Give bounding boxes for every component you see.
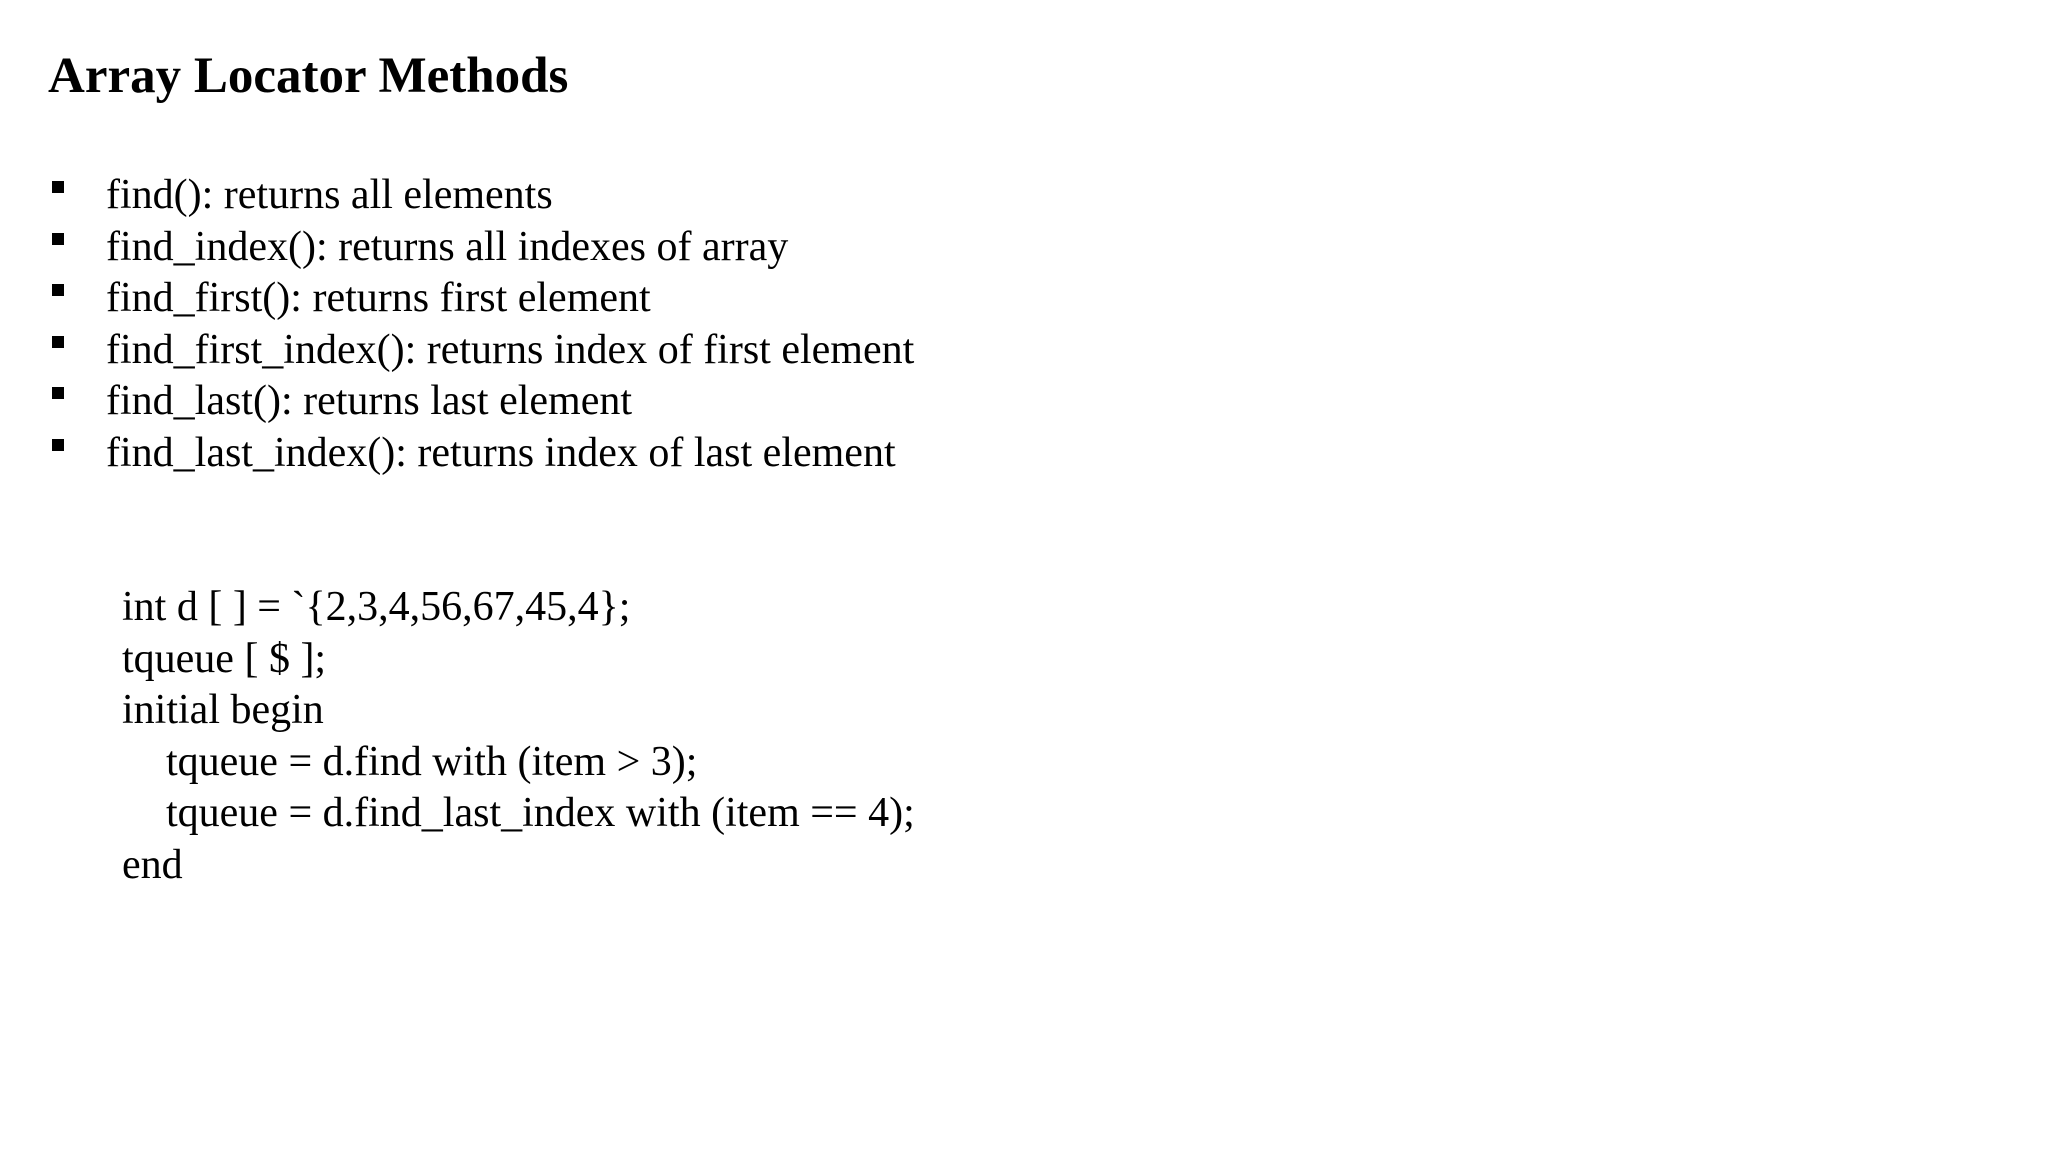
square-bullet-icon — [52, 336, 64, 348]
code-line: tqueue = d.find_last_index with (item == 4); — [166, 790, 915, 837]
bullet-text: find_first_index(): returns index of first element — [106, 326, 915, 373]
bullet-text: find_last(): returns last element — [106, 378, 633, 425]
code-line: end — [122, 841, 183, 888]
code-line: initial begin — [122, 687, 324, 734]
bullet-text: find_index(): returns all indexes of array — [106, 223, 789, 270]
code-line: tqueue [ $ ]; — [122, 635, 327, 682]
bullet-text: find(): returns all elements — [106, 172, 553, 218]
code-line: tqueue = d.find with (item > 3); — [166, 738, 698, 785]
bullet-text: find_first(): returns first element — [106, 275, 651, 322]
code-example — [122, 582, 915, 892]
square-bullet-icon — [52, 284, 64, 296]
square-bullet-icon — [52, 387, 64, 399]
square-bullet-icon — [52, 233, 64, 245]
code-line: int d [ ] = `{2,3,4,56,67,45,4}; — [122, 584, 631, 630]
square-bullet-icon — [52, 439, 64, 451]
slide-title: Array Locator Methods — [48, 48, 569, 104]
square-bullet-icon — [52, 181, 64, 193]
bullet-text: find_last_index(): returns index of last element — [106, 429, 896, 476]
